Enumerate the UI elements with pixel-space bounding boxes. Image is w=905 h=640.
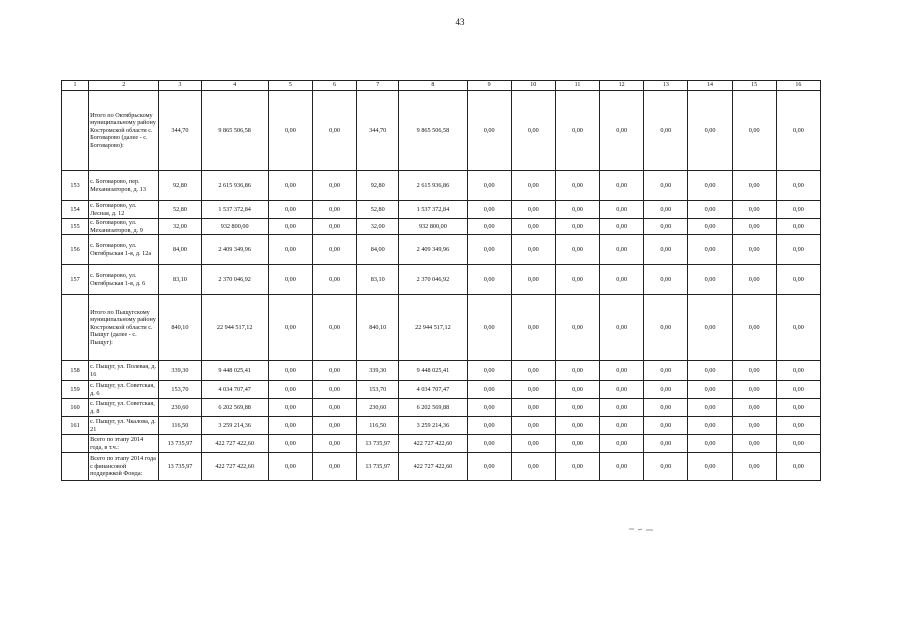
row-number: 154 xyxy=(62,201,89,219)
table-cell: 0,00 xyxy=(776,435,820,453)
table-cell: 0,00 xyxy=(644,91,688,171)
column-header: 5 xyxy=(268,81,312,91)
table-cell: 0,00 xyxy=(467,91,511,171)
table-cell: 0,00 xyxy=(467,417,511,435)
column-header: 8 xyxy=(399,81,467,91)
table-cell: 0,00 xyxy=(600,399,644,417)
table-cell: 344,70 xyxy=(159,91,201,171)
row-number: 160 xyxy=(62,399,89,417)
column-header: 2 xyxy=(89,81,159,91)
table-cell: 0,00 xyxy=(555,453,599,481)
table-cell: 0,00 xyxy=(312,435,356,453)
table-cell: 13 735,97 xyxy=(159,435,201,453)
table-cell: 2 615 936,86 xyxy=(399,171,467,201)
column-header: 3 xyxy=(159,81,201,91)
table-cell: 0,00 xyxy=(555,381,599,399)
table-cell: 0,00 xyxy=(467,295,511,361)
table-cell: 9 448 025,41 xyxy=(201,361,268,381)
table-cell: 0,00 xyxy=(555,361,599,381)
table-cell: 0,00 xyxy=(467,453,511,481)
table-cell: 2 409 349,96 xyxy=(399,235,467,265)
table-cell: 0,00 xyxy=(312,399,356,417)
row-number xyxy=(62,91,89,171)
table-cell: 0,00 xyxy=(467,171,511,201)
table-cell: 0,00 xyxy=(467,201,511,219)
table-cell: 52,80 xyxy=(159,201,201,219)
table-cell: 0,00 xyxy=(555,235,599,265)
table-cell: 0,00 xyxy=(644,235,688,265)
table-cell: 0,00 xyxy=(511,91,555,171)
table-cell: 0,00 xyxy=(511,235,555,265)
table-cell: 339,30 xyxy=(357,361,399,381)
row-name: с. Боговарово, ул. Лесная, д. 12 xyxy=(89,201,159,219)
table-row xyxy=(62,361,821,381)
row-number xyxy=(62,435,89,453)
table-cell: 0,00 xyxy=(732,201,776,219)
row-name: Итого по Октябрьскому муниципальному району Костромской области с. Боговарово (далее - с. Боговарово): xyxy=(89,91,159,171)
table-cell: 0,00 xyxy=(467,381,511,399)
table-cell: 0,00 xyxy=(688,219,732,235)
row-name: с. Пыщуг, ул. Полевая, д. 16 xyxy=(89,361,159,381)
table-row xyxy=(62,453,821,481)
table-cell: 0,00 xyxy=(268,381,312,399)
table-row xyxy=(62,295,821,361)
table-cell: 13 735,97 xyxy=(357,453,399,481)
table-cell: 0,00 xyxy=(732,453,776,481)
table-row xyxy=(62,219,821,235)
table-cell: 0,00 xyxy=(511,171,555,201)
table-cell: 9 865 506,58 xyxy=(201,91,268,171)
table-cell: 230,60 xyxy=(159,399,201,417)
table-cell: 0,00 xyxy=(600,295,644,361)
header-row xyxy=(62,81,821,91)
table-cell: 13 735,97 xyxy=(159,453,201,481)
table-cell: 0,00 xyxy=(600,453,644,481)
table-cell: 0,00 xyxy=(600,361,644,381)
table-cell: 0,00 xyxy=(312,201,356,219)
table-cell: 0,00 xyxy=(467,361,511,381)
row-number: 159 xyxy=(62,381,89,399)
table-cell: 230,60 xyxy=(357,399,399,417)
table-cell: 0,00 xyxy=(268,399,312,417)
table-cell: 0,00 xyxy=(511,295,555,361)
row-number: 153 xyxy=(62,171,89,201)
column-header: 1 xyxy=(62,81,89,91)
table-row xyxy=(62,171,821,201)
row-number: 156 xyxy=(62,235,89,265)
table-cell: 0,00 xyxy=(555,219,599,235)
table-cell: 0,00 xyxy=(776,295,820,361)
table-cell: 52,80 xyxy=(357,201,399,219)
table-cell: 0,00 xyxy=(644,295,688,361)
table-cell: 0,00 xyxy=(732,265,776,295)
table-row xyxy=(62,91,821,171)
row-number xyxy=(62,295,89,361)
table-cell: 0,00 xyxy=(268,295,312,361)
table-cell: 0,00 xyxy=(511,381,555,399)
table-cell: 1 537 372,84 xyxy=(201,201,268,219)
table-cell: 0,00 xyxy=(776,91,820,171)
table-cell: 0,00 xyxy=(644,453,688,481)
table-cell: 0,00 xyxy=(467,435,511,453)
column-header: 10 xyxy=(511,81,555,91)
row-name: Итого по Пыщугскому муниципальному району Костромской области с. Пыщуг (далее - с. Пыщуг): xyxy=(89,295,159,361)
table-cell: 0,00 xyxy=(600,91,644,171)
column-header: 7 xyxy=(357,81,399,91)
table-cell: 2 615 936,86 xyxy=(201,171,268,201)
table-cell: 932 800,00 xyxy=(399,219,467,235)
table-cell: 0,00 xyxy=(511,435,555,453)
table-cell: 422 727 422,60 xyxy=(201,453,268,481)
table-cell: 0,00 xyxy=(732,417,776,435)
column-header: 13 xyxy=(644,81,688,91)
column-header: 6 xyxy=(312,81,356,91)
table-cell: 0,00 xyxy=(644,219,688,235)
table-cell: 0,00 xyxy=(688,453,732,481)
table-cell: 4 034 707,47 xyxy=(399,381,467,399)
table-cell: 0,00 xyxy=(732,295,776,361)
table-cell: 0,00 xyxy=(688,235,732,265)
table-cell: 0,00 xyxy=(600,235,644,265)
table-cell: 0,00 xyxy=(555,417,599,435)
table-cell: 0,00 xyxy=(312,453,356,481)
table-cell: 0,00 xyxy=(467,399,511,417)
table-cell: 4 034 707,47 xyxy=(201,381,268,399)
table-cell: 92,80 xyxy=(159,171,201,201)
row-name: Всего по этапу 2014 года, в т.ч.: xyxy=(89,435,159,453)
table-cell: 0,00 xyxy=(268,361,312,381)
table-cell: 0,00 xyxy=(732,435,776,453)
table-cell: 0,00 xyxy=(268,219,312,235)
table-cell: 92,80 xyxy=(357,171,399,201)
table-cell: 32,00 xyxy=(159,219,201,235)
table-cell: 153,70 xyxy=(357,381,399,399)
column-header: 4 xyxy=(201,81,268,91)
table-cell: 3 259 214,36 xyxy=(201,417,268,435)
table-row xyxy=(62,435,821,453)
page-number: 43 xyxy=(455,17,465,27)
column-header: 16 xyxy=(776,81,820,91)
table-cell: 116,50 xyxy=(357,417,399,435)
table-cell: 0,00 xyxy=(511,453,555,481)
table-cell: 22 944 517,12 xyxy=(399,295,467,361)
table-cell: 0,00 xyxy=(688,381,732,399)
table-cell: 0,00 xyxy=(555,91,599,171)
table-cell: 0,00 xyxy=(555,435,599,453)
table-cell: 6 202 569,88 xyxy=(399,399,467,417)
table-cell: 0,00 xyxy=(312,91,356,171)
table-cell: 0,00 xyxy=(268,417,312,435)
table-cell: 0,00 xyxy=(268,171,312,201)
column-header: 9 xyxy=(467,81,511,91)
row-number: 158 xyxy=(62,361,89,381)
table-cell: 6 202 569,88 xyxy=(201,399,268,417)
table-cell: 0,00 xyxy=(776,453,820,481)
table-cell: 0,00 xyxy=(312,361,356,381)
table-cell: 0,00 xyxy=(776,235,820,265)
table-cell: 0,00 xyxy=(511,361,555,381)
table-cell: 0,00 xyxy=(688,201,732,219)
table-cell: 0,00 xyxy=(644,417,688,435)
data-table xyxy=(61,80,821,481)
table-cell: 83,10 xyxy=(357,265,399,295)
table-cell: 0,00 xyxy=(776,361,820,381)
row-name: с. Пыщуг, ул. Чкалова, д. 21 xyxy=(89,417,159,435)
table-cell: 0,00 xyxy=(268,453,312,481)
table-cell: 0,00 xyxy=(732,361,776,381)
table-cell: 3 259 214,36 xyxy=(399,417,467,435)
table-cell: 0,00 xyxy=(467,265,511,295)
table-cell: 422 727 422,60 xyxy=(201,435,268,453)
table-cell: 0,00 xyxy=(688,361,732,381)
table-cell: 0,00 xyxy=(732,219,776,235)
table-cell: 0,00 xyxy=(555,171,599,201)
table-row xyxy=(62,265,821,295)
row-name: Всего по этапу 2014 года с финансовой поддержкой Фонда: xyxy=(89,453,159,481)
table-cell: 0,00 xyxy=(555,201,599,219)
row-number: 157 xyxy=(62,265,89,295)
table-cell: 0,00 xyxy=(688,295,732,361)
table-cell: 0,00 xyxy=(644,171,688,201)
table-row xyxy=(62,381,821,399)
table-cell: 0,00 xyxy=(776,171,820,201)
table-cell: 0,00 xyxy=(511,417,555,435)
table-cell: 422 727 422,60 xyxy=(399,453,467,481)
table-cell: 0,00 xyxy=(312,265,356,295)
row-number xyxy=(62,453,89,481)
table-cell: 0,00 xyxy=(644,201,688,219)
table-cell: 22 944 517,12 xyxy=(201,295,268,361)
column-header: 15 xyxy=(732,81,776,91)
table-cell: 0,00 xyxy=(644,361,688,381)
table-cell: 0,00 xyxy=(776,399,820,417)
table-cell: 9 865 506,58 xyxy=(399,91,467,171)
table-cell: 0,00 xyxy=(600,417,644,435)
table-row xyxy=(62,201,821,219)
table-cell: 0,00 xyxy=(732,171,776,201)
table-row xyxy=(62,399,821,417)
row-name: с. Боговарово, ул. Октябрьская 1-я, д. 6 xyxy=(89,265,159,295)
table-cell: 153,70 xyxy=(159,381,201,399)
table-cell: 0,00 xyxy=(732,235,776,265)
table-cell: 344,70 xyxy=(357,91,399,171)
table-cell: 0,00 xyxy=(555,295,599,361)
table-cell: 0,00 xyxy=(600,265,644,295)
row-name: с. Боговарово, ул. Октябрьская 1-я, д. 12а xyxy=(89,235,159,265)
table-cell: 0,00 xyxy=(312,417,356,435)
row-name: с. Пыщуг, ул. Советская, д. 8 xyxy=(89,399,159,417)
table-cell: 0,00 xyxy=(312,295,356,361)
column-header: 14 xyxy=(688,81,732,91)
table-cell: 0,00 xyxy=(688,399,732,417)
table-cell: 0,00 xyxy=(644,381,688,399)
scan-mark xyxy=(628,527,654,531)
table-cell: 0,00 xyxy=(268,235,312,265)
table-cell: 0,00 xyxy=(600,219,644,235)
table-cell: 32,00 xyxy=(357,219,399,235)
table-cell: 0,00 xyxy=(732,91,776,171)
table-cell: 0,00 xyxy=(555,399,599,417)
table-cell: 0,00 xyxy=(268,265,312,295)
row-name: с. Боговарово, ул. Механизаторов, д. 9 xyxy=(89,219,159,235)
table-cell: 116,50 xyxy=(159,417,201,435)
table-cell: 0,00 xyxy=(688,171,732,201)
table-cell: 0,00 xyxy=(511,265,555,295)
table-cell: 0,00 xyxy=(600,201,644,219)
row-name: с. Пыщуг, ул. Советская, д. 6 xyxy=(89,381,159,399)
row-number: 155 xyxy=(62,219,89,235)
table-cell: 0,00 xyxy=(688,417,732,435)
table-cell: 0,00 xyxy=(688,265,732,295)
table-cell: 0,00 xyxy=(732,381,776,399)
table-cell: 0,00 xyxy=(312,219,356,235)
column-header: 12 xyxy=(600,81,644,91)
table-row xyxy=(62,235,821,265)
table-cell: 932 800,00 xyxy=(201,219,268,235)
table-cell: 339,30 xyxy=(159,361,201,381)
table-cell: 0,00 xyxy=(688,435,732,453)
table-cell: 0,00 xyxy=(268,201,312,219)
table-cell: 0,00 xyxy=(600,381,644,399)
table-cell: 0,00 xyxy=(776,265,820,295)
table-cell: 0,00 xyxy=(600,435,644,453)
table-cell: 0,00 xyxy=(511,219,555,235)
table-cell: 0,00 xyxy=(776,417,820,435)
table-cell: 840,10 xyxy=(159,295,201,361)
table-cell: 2 370 046,92 xyxy=(201,265,268,295)
table-cell: 0,00 xyxy=(688,91,732,171)
table-cell: 0,00 xyxy=(776,219,820,235)
table-cell: 0,00 xyxy=(600,171,644,201)
table-cell: 0,00 xyxy=(268,91,312,171)
table-cell: 0,00 xyxy=(644,265,688,295)
table-cell: 84,00 xyxy=(357,235,399,265)
table-cell: 1 537 372,84 xyxy=(399,201,467,219)
table-row xyxy=(62,417,821,435)
table-cell: 0,00 xyxy=(776,201,820,219)
column-header: 11 xyxy=(555,81,599,91)
table-cell: 13 735,97 xyxy=(357,435,399,453)
table-cell: 422 727 422,60 xyxy=(399,435,467,453)
table-cell: 0,00 xyxy=(555,265,599,295)
table-cell: 0,00 xyxy=(732,399,776,417)
table-cell: 2 409 349,96 xyxy=(201,235,268,265)
table-cell: 9 448 025,41 xyxy=(399,361,467,381)
table-cell: 0,00 xyxy=(312,171,356,201)
row-number: 161 xyxy=(62,417,89,435)
table-cell: 0,00 xyxy=(467,235,511,265)
table-cell: 0,00 xyxy=(268,435,312,453)
table-cell: 0,00 xyxy=(467,219,511,235)
table-cell: 0,00 xyxy=(776,381,820,399)
table-cell: 840,10 xyxy=(357,295,399,361)
table-cell: 0,00 xyxy=(312,235,356,265)
table-cell: 0,00 xyxy=(644,435,688,453)
table-cell: 0,00 xyxy=(644,399,688,417)
table-cell: 83,10 xyxy=(159,265,201,295)
row-name: с. Боговарово, пер. Механизаторов, д. 13 xyxy=(89,171,159,201)
table-cell: 2 370 046,92 xyxy=(399,265,467,295)
table-cell: 0,00 xyxy=(312,381,356,399)
table-cell: 84,00 xyxy=(159,235,201,265)
table-cell: 0,00 xyxy=(511,201,555,219)
table-cell: 0,00 xyxy=(511,399,555,417)
